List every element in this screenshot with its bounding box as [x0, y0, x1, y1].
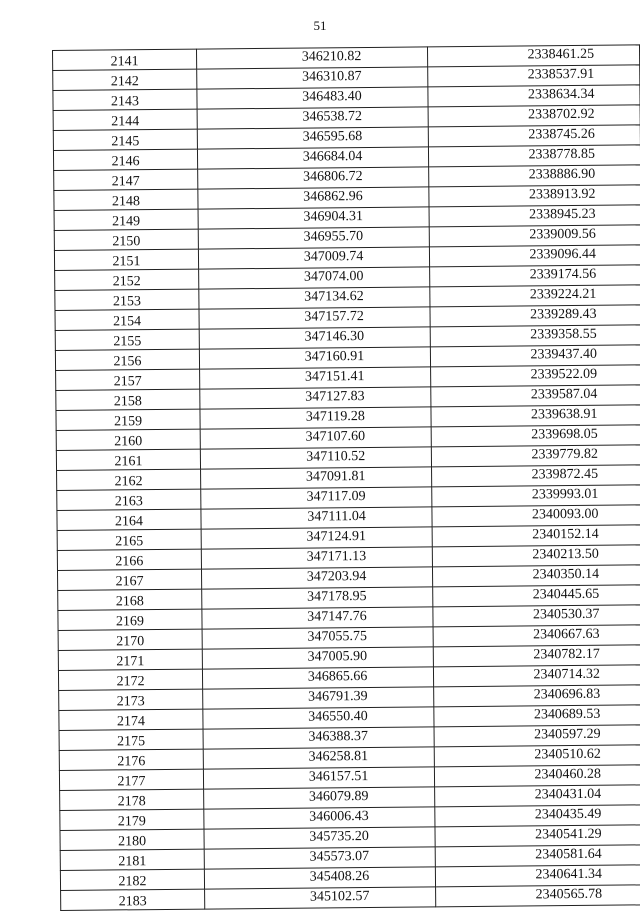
point-number-cell: 2166 [57, 549, 201, 570]
point-number-cell: 2144 [53, 109, 197, 130]
y-coordinate-cell: 2340541.29 [435, 825, 640, 847]
y-coordinate-cell: 2340445.65 [433, 585, 640, 607]
coordinate-table-body [53, 45, 640, 911]
x-coordinate-cell: 347110.52 [200, 447, 432, 469]
point-number-cell: 2167 [57, 569, 201, 590]
x-coordinate-cell: 347055.75 [202, 627, 434, 649]
point-number-cell: 2151 [54, 249, 198, 270]
x-coordinate-cell: 346865.66 [202, 667, 434, 689]
y-coordinate-cell: 2339009.56 [430, 225, 640, 247]
y-coordinate-cell: 2339096.44 [430, 245, 640, 267]
x-coordinate-cell: 347160.91 [199, 347, 431, 369]
x-coordinate-cell: 345408.26 [204, 867, 436, 889]
y-coordinate-cell: 2340510.62 [435, 745, 640, 767]
x-coordinate-cell: 346791.39 [203, 687, 435, 709]
x-coordinate-cell: 346079.89 [204, 787, 436, 809]
y-coordinate-cell: 2339437.40 [431, 345, 640, 367]
y-coordinate-cell: 2340641.34 [436, 865, 640, 887]
y-coordinate-cell: 2339993.01 [432, 485, 640, 507]
x-coordinate-cell: 347124.91 [201, 527, 433, 549]
point-number-cell: 2182 [60, 869, 204, 890]
y-coordinate-cell: 2340152.14 [432, 525, 640, 547]
y-coordinate-cell: 2338634.34 [428, 85, 640, 107]
point-number-cell: 2173 [59, 689, 203, 710]
x-coordinate-cell: 347147.76 [202, 607, 434, 629]
x-coordinate-cell: 346006.43 [204, 807, 436, 829]
y-coordinate-cell: 2340431.04 [435, 785, 640, 807]
point-number-cell: 2183 [61, 889, 205, 910]
point-number-cell: 2141 [53, 49, 197, 70]
y-coordinate-cell: 2338886.90 [429, 165, 640, 187]
point-number-cell: 2169 [58, 609, 202, 630]
point-number-cell: 2145 [53, 129, 197, 150]
coordinate-table [52, 44, 640, 911]
x-coordinate-cell: 347203.94 [201, 567, 433, 589]
x-coordinate-cell: 347111.04 [201, 507, 433, 529]
x-coordinate-cell: 347119.28 [200, 407, 432, 429]
y-coordinate-cell: 2339358.55 [430, 325, 640, 347]
y-coordinate-cell: 2340782.17 [434, 645, 640, 667]
point-number-cell: 2180 [60, 829, 204, 850]
x-coordinate-cell: 345102.57 [205, 887, 437, 909]
point-number-cell: 2179 [60, 809, 204, 830]
x-coordinate-cell: 346806.72 [198, 167, 430, 189]
x-coordinate-cell: 347074.00 [199, 267, 431, 289]
point-number-cell: 2143 [53, 89, 197, 110]
y-coordinate-cell: 2340565.78 [436, 885, 640, 907]
x-coordinate-cell: 347171.13 [201, 547, 433, 569]
x-coordinate-cell: 347178.95 [202, 587, 434, 609]
x-coordinate-cell: 346955.70 [198, 227, 430, 249]
x-coordinate-cell: 347117.09 [201, 487, 433, 509]
point-number-cell: 2178 [60, 789, 204, 810]
point-number-cell: 2172 [58, 669, 202, 690]
point-number-cell: 2148 [54, 189, 198, 210]
point-number-cell: 2165 [57, 529, 201, 550]
point-number-cell: 2168 [58, 589, 202, 610]
point-number-cell: 2174 [59, 709, 203, 730]
x-coordinate-cell: 346684.04 [197, 147, 429, 169]
y-coordinate-cell: 2338537.91 [428, 65, 640, 87]
x-coordinate-cell: 347146.30 [199, 327, 431, 349]
y-coordinate-cell: 2340597.29 [434, 725, 640, 747]
y-coordinate-cell: 2338913.92 [429, 185, 640, 207]
point-number-cell: 2163 [57, 489, 201, 510]
point-number-cell: 2176 [59, 749, 203, 770]
point-number-cell: 2171 [58, 649, 202, 670]
point-number-cell: 2177 [59, 769, 203, 790]
y-coordinate-cell: 2338702.92 [428, 105, 640, 127]
x-coordinate-cell: 346258.81 [203, 747, 435, 769]
x-coordinate-cell: 346310.87 [197, 67, 429, 89]
x-coordinate-cell: 347127.83 [200, 387, 432, 409]
point-number-cell: 2157 [56, 369, 200, 390]
y-coordinate-cell: 2339174.56 [430, 265, 640, 287]
y-coordinate-cell: 2338945.23 [429, 205, 640, 227]
point-number-cell: 2153 [55, 289, 199, 310]
point-number-cell: 2159 [56, 409, 200, 430]
point-number-cell: 2158 [56, 389, 200, 410]
y-coordinate-cell: 2340093.00 [432, 505, 640, 527]
point-number-cell: 2170 [58, 629, 202, 650]
x-coordinate-cell: 347134.62 [199, 287, 431, 309]
y-coordinate-cell: 2339872.45 [432, 465, 640, 487]
y-coordinate-cell: 2340350.14 [433, 565, 640, 587]
table-row [61, 885, 640, 911]
point-number-cell: 2152 [55, 269, 199, 290]
x-coordinate-cell: 346550.40 [203, 707, 435, 729]
point-number-cell: 2147 [54, 169, 198, 190]
y-coordinate-cell: 2340714.32 [434, 665, 640, 687]
y-coordinate-cell: 2339224.21 [430, 285, 640, 307]
y-coordinate-cell: 2340689.53 [434, 705, 640, 727]
x-coordinate-cell: 346388.37 [203, 727, 435, 749]
x-coordinate-cell: 347009.74 [198, 247, 430, 269]
y-coordinate-cell: 2340530.37 [433, 605, 640, 627]
point-number-cell: 2160 [56, 429, 200, 450]
point-number-cell: 2142 [53, 69, 197, 90]
x-coordinate-cell: 346210.82 [196, 47, 428, 69]
y-coordinate-cell: 2340581.64 [435, 845, 640, 867]
point-number-cell: 2146 [53, 149, 197, 170]
page-number: 51 [313, 18, 327, 33]
y-coordinate-cell: 2339587.04 [431, 385, 640, 407]
x-coordinate-cell: 347151.41 [200, 367, 432, 389]
y-coordinate-cell: 2339289.43 [430, 305, 640, 327]
x-coordinate-cell: 346595.68 [197, 127, 429, 149]
y-coordinate-cell: 2338745.26 [429, 125, 640, 147]
x-coordinate-cell: 347005.90 [202, 647, 434, 669]
x-coordinate-cell: 345735.20 [204, 827, 436, 849]
x-coordinate-cell: 346538.72 [197, 107, 429, 129]
y-coordinate-cell: 2338778.85 [429, 145, 640, 167]
x-coordinate-cell: 345573.07 [204, 847, 436, 869]
y-coordinate-cell: 2339522.09 [431, 365, 640, 387]
y-coordinate-cell: 2339698.05 [431, 425, 640, 447]
x-coordinate-cell: 346483.40 [197, 87, 429, 109]
y-coordinate-cell: 2340460.28 [435, 765, 640, 787]
x-coordinate-cell: 347107.60 [200, 427, 432, 449]
x-coordinate-cell: 346862.96 [198, 187, 430, 209]
x-coordinate-cell: 347091.81 [200, 467, 432, 489]
point-number-cell: 2164 [57, 509, 201, 530]
y-coordinate-cell: 2340696.83 [434, 685, 640, 707]
y-coordinate-cell: 2340435.49 [435, 805, 640, 827]
point-number-cell: 2150 [54, 229, 198, 250]
point-number-cell: 2162 [57, 469, 201, 490]
y-coordinate-cell: 2338461.25 [428, 45, 640, 67]
y-coordinate-cell: 2340667.63 [433, 625, 640, 647]
point-number-cell: 2175 [59, 729, 203, 750]
x-coordinate-cell: 346904.31 [198, 207, 430, 229]
y-coordinate-cell: 2339779.82 [432, 445, 640, 467]
point-number-cell: 2156 [55, 349, 199, 370]
y-coordinate-cell: 2340213.50 [433, 545, 640, 567]
point-number-cell: 2154 [55, 309, 199, 330]
y-coordinate-cell: 2339638.91 [431, 405, 640, 427]
point-number-cell: 2181 [60, 849, 204, 870]
point-number-cell: 2155 [55, 329, 199, 350]
x-coordinate-cell: 346157.51 [203, 767, 435, 789]
point-number-cell: 2149 [54, 209, 198, 230]
point-number-cell: 2161 [56, 449, 200, 470]
x-coordinate-cell: 347157.72 [199, 307, 431, 329]
